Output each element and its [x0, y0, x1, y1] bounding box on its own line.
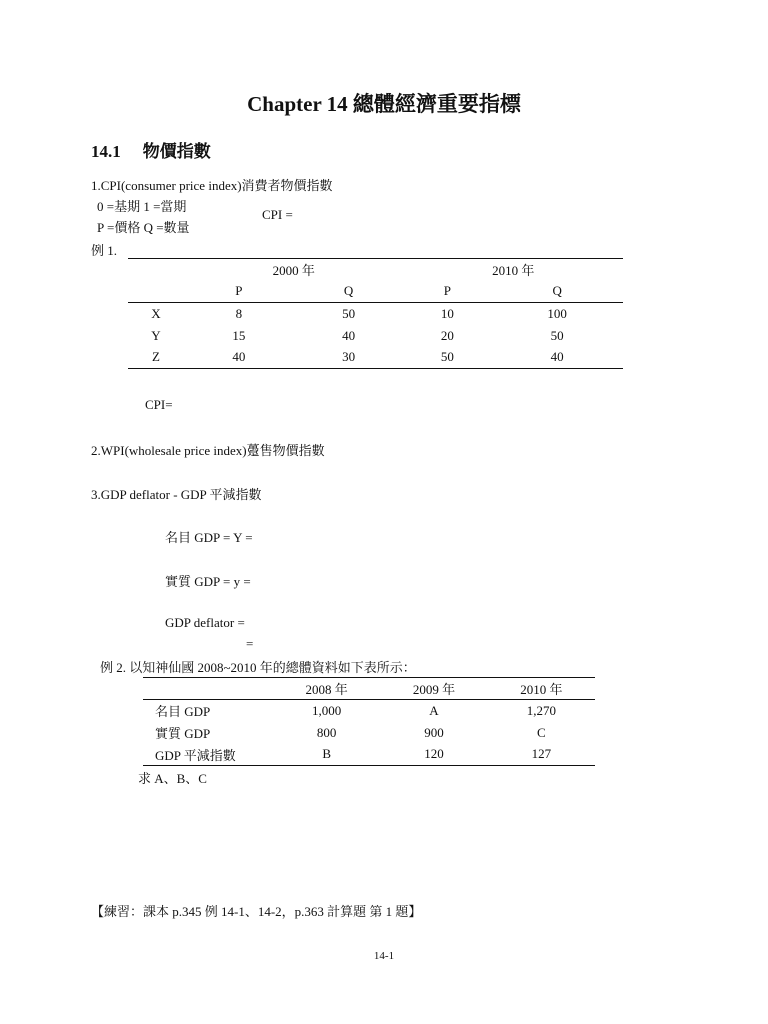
row-label: 名目 GDP [155, 704, 211, 720]
example1-answer: CPI= [145, 397, 173, 412]
table-cell: 127 [531, 746, 552, 762]
column-header: 2008 年 [273, 678, 380, 700]
example2-question: 求 A、B、C [138, 771, 207, 786]
table-cell: 40 [342, 327, 356, 343]
table-cell: 1,000 [312, 702, 342, 718]
table-cell: 1,270 [526, 702, 556, 718]
table-cell: A [429, 702, 439, 718]
table-cell: 100 [547, 305, 567, 321]
row-label: Y [151, 327, 161, 343]
table-cell: 40 [232, 349, 246, 365]
table-header-row [143, 678, 595, 700]
table-cell: 900 [424, 724, 444, 740]
column-header: Q [491, 281, 623, 303]
practice-note: 【練習：課本 p.345 例 14-1、14-2，p.363 計算題 第 1 題】 [91, 904, 422, 919]
table-row [128, 347, 623, 369]
table-cell: 10 [440, 305, 454, 321]
column-header: P [403, 281, 491, 303]
real-gdp-formula: 實質 GDP = y = [165, 574, 251, 589]
table-cell: 800 [316, 724, 337, 740]
cpi-legend-line2: P =價格 Q =數量 [97, 220, 190, 235]
table-cell: 30 [342, 349, 356, 365]
nominal-gdp-formula: 名目 GDP = Y = [165, 530, 253, 545]
table-row [128, 325, 623, 347]
column-header: P [184, 281, 294, 303]
year-header: 2000 年 [272, 263, 315, 279]
table-cell: 120 [424, 746, 444, 762]
gdp-deflator-formula: GDP deflator = [165, 615, 245, 630]
row-label: 實質 GDP [155, 726, 211, 741]
table-cell: 20 [440, 327, 454, 343]
gdp-deflator-equals: = [246, 636, 254, 651]
column-header: Q [294, 281, 404, 303]
table-row [143, 744, 595, 766]
column-header [143, 678, 273, 700]
table-cell: 50 [550, 327, 564, 343]
column-header: 2010 年 [488, 678, 595, 700]
table-cell: 8 [235, 305, 243, 321]
column-header: 2009 年 [380, 678, 487, 700]
example1-table [128, 258, 623, 369]
table-subheader-row [128, 281, 623, 303]
table-row [143, 722, 595, 744]
cpi-legend-line1: 0 =基期 1 =當期 [97, 199, 187, 214]
table-row [143, 700, 595, 722]
cpi-formula: CPI = [262, 207, 293, 222]
deflator-heading: 3.GDP deflator - GDP 平減指數 [91, 487, 262, 502]
section-number: 14.1 [91, 142, 121, 161]
row-label: GDP 平減指數 [155, 747, 236, 763]
example2-table [143, 677, 595, 766]
table-cell: C [536, 724, 546, 740]
table-cell: 50 [440, 349, 454, 365]
example1-label: 例 1. [91, 243, 118, 258]
table-cell: B [322, 746, 331, 762]
section-label: 物價指數 [142, 142, 211, 161]
example2-intro: 例 2. 以知神仙國 2008~2010 年的總體資料如下表所示： [100, 660, 416, 675]
year-header: 2010 年 [492, 263, 535, 279]
cpi-heading: 1.CPI(consumer price index)消費者物價指數 [91, 178, 333, 193]
page-title: Chapter 14 總體經濟重要指標 [247, 92, 521, 116]
table-cell: 50 [342, 305, 356, 321]
table-cell: 40 [550, 349, 564, 365]
table-cell: 15 [232, 327, 246, 343]
wpi-heading: 2.WPI(wholesale price index)躉售物價指數 [91, 443, 325, 458]
page-number: 14-1 [373, 950, 395, 962]
section-heading [91, 137, 211, 162]
table-header-row [128, 259, 623, 281]
row-label: X [151, 305, 161, 321]
table-row [128, 303, 623, 325]
row-label: Z [152, 349, 160, 365]
